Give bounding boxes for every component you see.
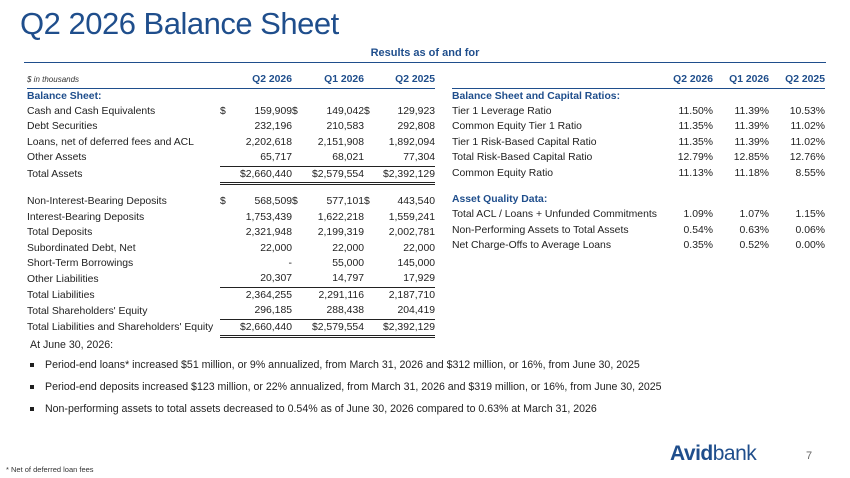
value-cell: 11.35% <box>678 121 713 133</box>
empty-cell <box>713 181 769 192</box>
row-label: Net Charge-Offs to Average Loans <box>452 240 612 252</box>
results-header: Results as of and for <box>370 47 480 59</box>
table-row <box>27 210 435 225</box>
value-text: 577,101 <box>326 196 364 208</box>
results-header-rule <box>24 62 826 63</box>
col-header: Q2 2026 <box>220 72 292 88</box>
value-cell: 292,808 <box>397 121 435 133</box>
value-cell: 296,185 <box>220 303 292 319</box>
empty-cell <box>658 192 713 207</box>
value-cell: 210,583 <box>326 121 364 133</box>
value-cell: 68,021 <box>292 150 364 166</box>
table-row <box>452 207 825 222</box>
empty-cell <box>452 181 658 192</box>
value-cell <box>220 194 292 209</box>
value-cell <box>292 194 364 209</box>
table-row <box>452 104 825 119</box>
value-cell: 1,753,439 <box>245 211 292 223</box>
row-label: Non-Performing Assets to Total Assets <box>452 224 629 236</box>
row-label: Total ACL / Loans + Unfunded Commitments <box>452 209 657 221</box>
empty-cell <box>27 183 220 194</box>
value-cell: 11.13% <box>678 167 713 179</box>
balance-sheet-table <box>27 72 435 338</box>
table-row <box>452 166 825 181</box>
value-cell: 2,291,116 <box>318 289 364 301</box>
empty-cell <box>769 192 825 207</box>
row-label: Tier 1 Risk-Based Capital Ratio <box>452 136 597 148</box>
currency-symbol: $ <box>364 196 370 208</box>
empty-cell <box>769 88 825 104</box>
col-header: Q1 2026 <box>713 72 769 88</box>
value-cell: 2,002,781 <box>388 227 435 239</box>
table-row <box>452 150 825 165</box>
col-header: Q1 2026 <box>292 72 364 88</box>
value-cell <box>364 194 435 209</box>
row-label: Common Equity Ratio <box>452 167 554 179</box>
table-row <box>27 104 435 119</box>
value-cell: 11.02% <box>790 136 825 148</box>
table-row <box>27 241 435 256</box>
empty-cell <box>292 88 364 104</box>
section-row <box>27 88 435 104</box>
row-label: Non-Interest-Bearing Deposits <box>27 196 167 208</box>
value-cell: 11.39% <box>734 136 769 148</box>
value-cell: $2,579,554 <box>292 319 364 336</box>
balance-sheet-body <box>27 72 435 337</box>
spacer-row <box>452 181 825 192</box>
value-text: 443,540 <box>397 196 435 208</box>
avidbank-logo <box>670 442 756 466</box>
value-cell: 1,892,094 <box>388 136 435 148</box>
row-label: Common Equity Tier 1 Ratio <box>452 121 582 133</box>
value-cell: 232,196 <box>254 121 292 133</box>
table-row <box>452 135 825 150</box>
value-cell <box>364 104 435 119</box>
page-title: Q2 2026 Balance Sheet <box>20 6 339 41</box>
value-cell: 1.07% <box>739 209 769 221</box>
total-row <box>27 166 435 183</box>
value-cell: 17,929 <box>364 271 435 287</box>
ratios-table <box>452 72 825 254</box>
col-header: Q2 2026 <box>658 72 713 88</box>
empty-cell <box>658 88 713 104</box>
empty-cell <box>658 181 713 192</box>
value-text: 568,509 <box>254 196 292 208</box>
ratios-body <box>452 72 825 254</box>
table-row <box>27 135 435 150</box>
value-cell: 12.85% <box>733 152 769 164</box>
value-cell: 2,321,948 <box>245 227 292 239</box>
section-label: Balance Sheet and Capital Ratios: <box>452 90 621 102</box>
value-cell <box>220 104 292 119</box>
note-bullet: Period-end deposits increased $123 million, or 22% annualized, from March 31, 2026 and $319 million, or 16%, from June 30, 2025 <box>30 380 662 402</box>
empty-cell <box>769 181 825 192</box>
table-row <box>27 225 435 240</box>
balance-sheet-header-row <box>27 72 435 88</box>
footnote: * Net of deferred loan fees <box>6 465 94 474</box>
currency-symbol: $ <box>364 105 370 117</box>
value-text: 159,909 <box>254 105 292 117</box>
section-label: Asset Quality Data: <box>452 193 548 205</box>
units-label: $ in thousands <box>27 72 220 88</box>
value-cell: 1,622,218 <box>317 211 364 223</box>
value-cell: $2,660,440 <box>220 166 292 183</box>
value-cell: 12.79% <box>677 152 713 164</box>
empty-cell <box>364 88 435 104</box>
value-cell: - <box>288 258 292 270</box>
section-label: Balance Sheet: <box>27 90 102 102</box>
value-cell: 11.18% <box>734 167 769 179</box>
value-cell <box>292 104 364 119</box>
value-cell: 55,000 <box>332 258 364 270</box>
notes-intro: At June 30, 2026: <box>30 339 114 351</box>
row-label: Loans, net of deferred fees and ACL <box>27 136 194 148</box>
col-header: Q2 2025 <box>364 72 435 88</box>
value-cell: 204,419 <box>364 303 435 319</box>
empty-cell <box>364 183 435 194</box>
table-row <box>452 238 825 253</box>
value-cell: 11.39% <box>734 121 769 133</box>
value-cell: 145,000 <box>397 258 435 270</box>
row-label: Interest-Bearing Deposits <box>27 211 145 223</box>
value-cell: 0.06% <box>795 224 825 236</box>
note-bullet: Period-end loans* increased $51 million, or 9% annualized, from March 31, 2026 and $312 million, or 16%, from June 30, 2025 <box>30 358 662 380</box>
value-cell: $2,392,129 <box>364 319 435 336</box>
empty-cell <box>713 88 769 104</box>
value-cell: 65,717 <box>220 150 292 166</box>
value-cell: 11.39% <box>734 105 769 117</box>
value-cell: 2,199,319 <box>317 227 364 239</box>
value-cell: 10.53% <box>789 105 825 117</box>
row-label: Subordinated Debt, Net <box>27 242 136 254</box>
value-cell: 12.76% <box>789 152 825 164</box>
value-cell: 11.02% <box>790 121 825 133</box>
value-cell: 1,559,241 <box>388 211 435 223</box>
value-cell: 22,000 <box>260 242 292 254</box>
value-cell: 2,187,710 <box>388 289 435 301</box>
value-cell: 11.35% <box>678 136 713 148</box>
value-cell: $2,392,129 <box>364 166 435 183</box>
row-label: Total Liabilities and Shareholders' Equity <box>27 322 214 334</box>
logo-light: bank <box>712 442 757 465</box>
value-cell: 0.52% <box>739 240 769 252</box>
row-label: Total Shareholders' Equity <box>27 305 148 317</box>
value-cell: 20,307 <box>220 271 292 287</box>
value-cell: 288,438 <box>292 303 364 319</box>
row-label: Other Assets <box>27 152 87 164</box>
value-cell: 1.15% <box>795 209 825 221</box>
value-cell: 22,000 <box>403 242 435 254</box>
value-text: 129,923 <box>397 105 435 117</box>
section-row <box>452 88 825 104</box>
value-cell: 1.09% <box>683 209 713 221</box>
value-cell: $2,660,440 <box>220 319 292 336</box>
empty-cell <box>220 88 292 104</box>
value-cell: 2,202,618 <box>245 136 292 148</box>
value-text: 149,042 <box>326 105 364 117</box>
value-cell: 2,364,255 <box>245 289 292 301</box>
col-header: Q2 2025 <box>769 72 825 88</box>
table-row <box>452 119 825 134</box>
value-cell: 0.00% <box>795 240 825 252</box>
row-label: Debt Securities <box>27 121 98 133</box>
value-cell: 8.55% <box>795 167 825 179</box>
total-row <box>27 319 435 336</box>
row-label: Short-Term Borrowings <box>27 258 134 270</box>
ratios-header-row <box>452 72 825 88</box>
table-row <box>27 119 435 134</box>
table-row <box>27 194 435 209</box>
row-label: Total Risk-Based Capital Ratio <box>452 152 593 164</box>
section-row <box>452 192 825 207</box>
notes-list <box>30 358 662 424</box>
table-row <box>27 256 435 271</box>
currency-symbol: $ <box>292 105 298 117</box>
currency-symbol: $ <box>220 105 226 117</box>
page-number: 7 <box>806 450 813 462</box>
value-cell: 22,000 <box>332 242 364 254</box>
value-cell: 0.35% <box>683 240 713 252</box>
logo-bold: Avid <box>670 442 713 465</box>
spacer-row <box>27 183 435 194</box>
note-bullet: Non-performing assets to total assets decreased to 0.54% as of June 30, 2026 compared to 0.63% at March 31, 2026 <box>30 402 662 424</box>
value-cell: 2,151,908 <box>317 136 364 148</box>
empty-cell <box>713 192 769 207</box>
row-label: Other Liabilities <box>27 273 99 285</box>
value-cell: 11.50% <box>678 105 713 117</box>
value-cell: 0.54% <box>683 224 713 236</box>
table-row <box>27 271 435 287</box>
currency-symbol: $ <box>292 196 298 208</box>
table-row <box>27 150 435 166</box>
value-cell: $2,579,554 <box>292 166 364 183</box>
currency-symbol: $ <box>220 196 226 208</box>
row-label: Total Liabilities <box>27 289 95 301</box>
table-row <box>27 303 435 319</box>
row-label: Tier 1 Leverage Ratio <box>452 105 552 117</box>
table-row <box>27 287 435 303</box>
empty-cell <box>292 183 364 194</box>
value-cell: 14,797 <box>292 271 364 287</box>
empty-cell <box>220 183 292 194</box>
notes-section <box>30 338 662 424</box>
row-label: Total Deposits <box>27 227 93 239</box>
row-label: Cash and Cash Equivalents <box>27 105 156 117</box>
table-row <box>452 223 825 238</box>
value-cell: 0.63% <box>739 224 769 236</box>
row-label: Total Assets <box>27 169 83 181</box>
value-cell: 77,304 <box>364 150 435 166</box>
